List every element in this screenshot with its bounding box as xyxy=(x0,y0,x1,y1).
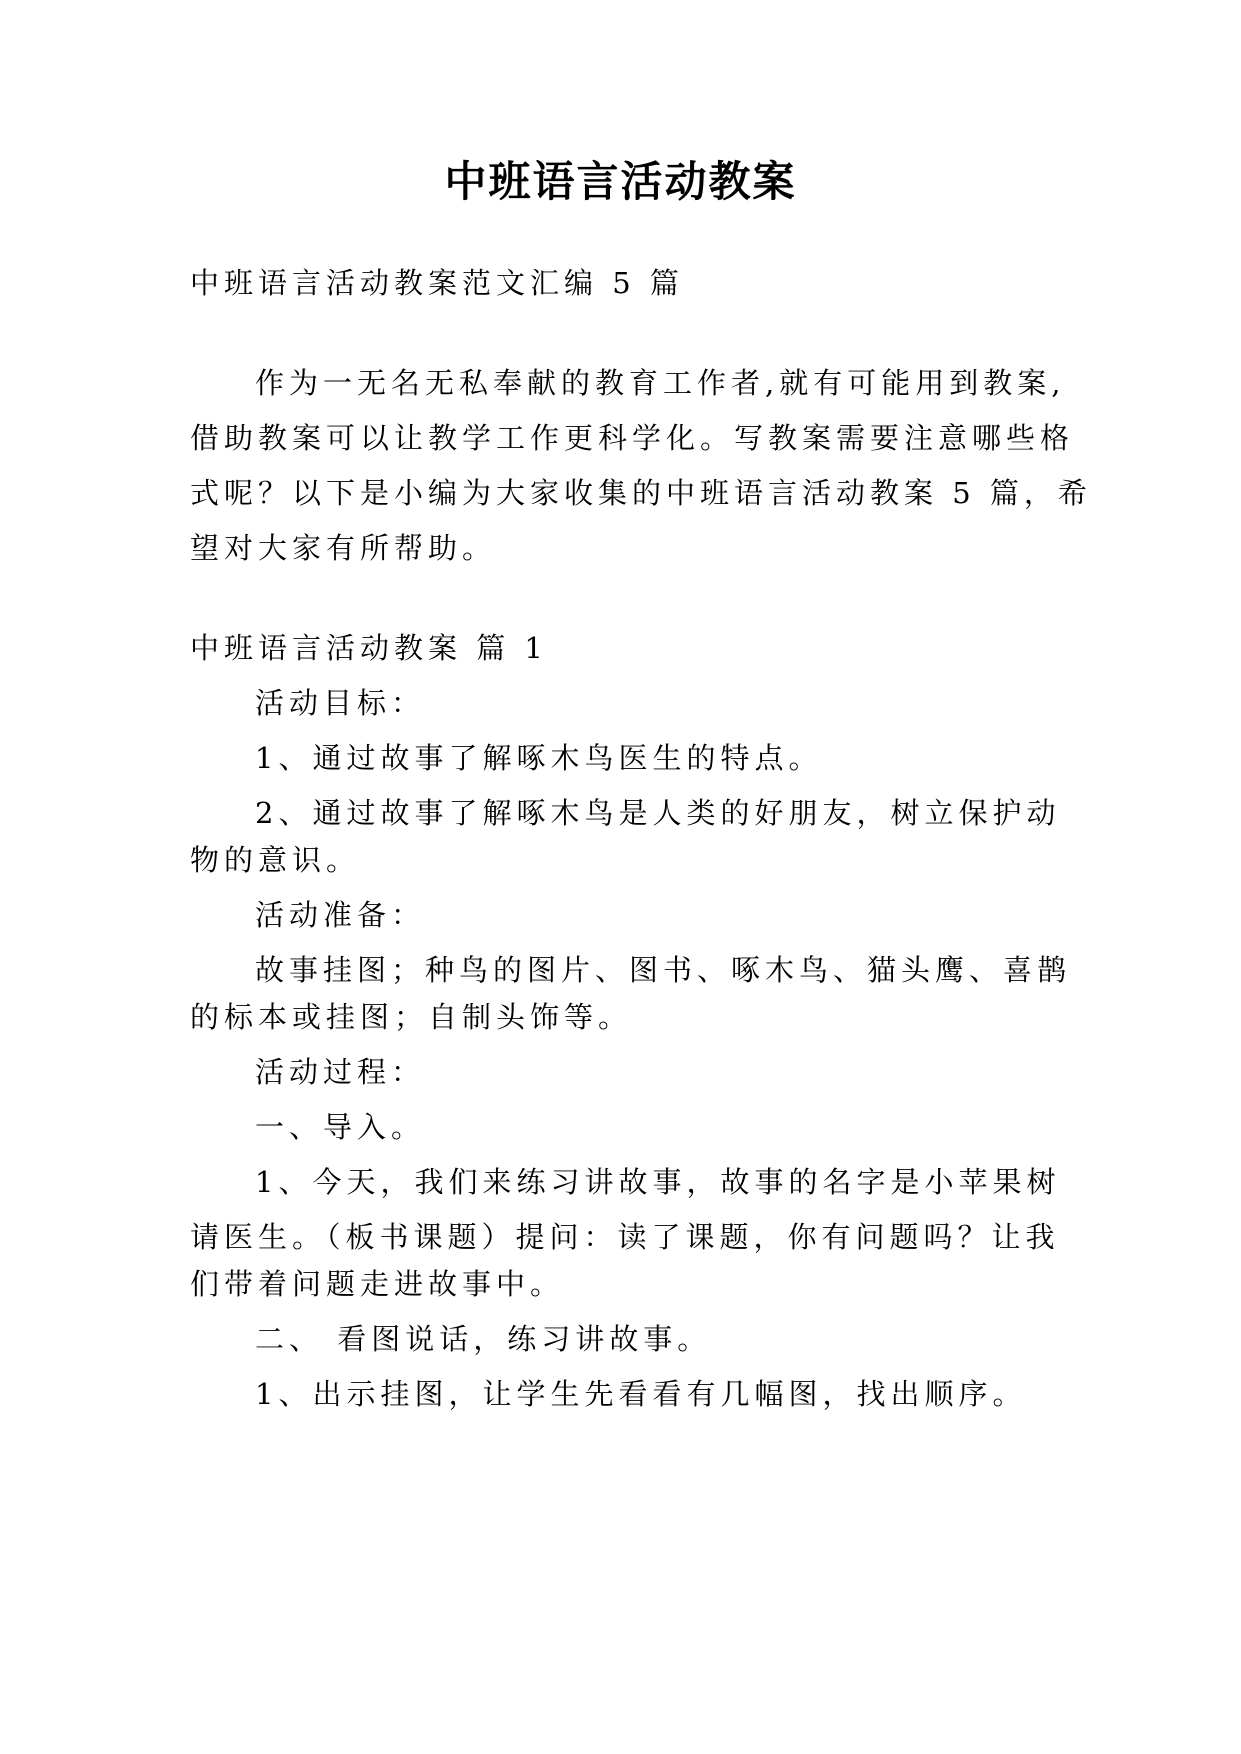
intro-line-2: 借助教案可以让教学工作更科学化。写教案需要注意哪些格 xyxy=(190,421,1075,455)
step-2-1: 1、出示挂图，让学生先看看有几幅图，找出顺序。 xyxy=(255,1377,1027,1411)
goal-label: 活动目标： xyxy=(255,686,426,720)
step-1-heading: 一、导入。 xyxy=(255,1110,426,1144)
section-1-heading: 中班语言活动教案 篇 1 xyxy=(190,631,548,665)
document-subtitle: 中班语言活动教案范文汇编 5 篇 xyxy=(190,266,684,300)
intro-line-4: 望对大家有所帮助。 xyxy=(190,531,497,565)
goal-item-1: 1、通过故事了解啄木鸟医生的特点。 xyxy=(255,741,823,775)
prep-label: 活动准备： xyxy=(255,898,426,932)
step-2-heading: 二、 看图说话，练习讲故事。 xyxy=(255,1322,712,1356)
prep-line-2: 的标本或挂图；自制头饰等。 xyxy=(190,1000,633,1034)
document-title: 中班语言活动教案 xyxy=(444,157,797,206)
step-1-1-line-2: 请医生。（板书课题）提问：读了课题，你有问题吗？让我 xyxy=(190,1220,1060,1254)
process-label: 活动过程： xyxy=(255,1055,426,1089)
intro-line-3: 式呢？以下是小编为大家收集的中班语言活动教案 5 篇，希 xyxy=(190,476,1092,510)
step-1-1-line-1: 1、今天，我们来练习讲故事，故事的名字是小苹果树 xyxy=(255,1165,1061,1199)
prep-line-1: 故事挂图；种鸟的图片、图书、啄木鸟、猫头鹰、喜鹊 xyxy=(255,953,1072,987)
step-1-1-line-3: 们带着问题走进故事中。 xyxy=(190,1267,565,1301)
intro-line-1: 作为一无名无私奉献的教育工作者,就有可能用到教案, xyxy=(255,366,1066,400)
goal-item-2-line-1: 2、通过故事了解啄木鸟是人类的好朋友，树立保护动 xyxy=(255,796,1061,830)
goal-item-2-line-2: 物的意识。 xyxy=(190,843,361,877)
